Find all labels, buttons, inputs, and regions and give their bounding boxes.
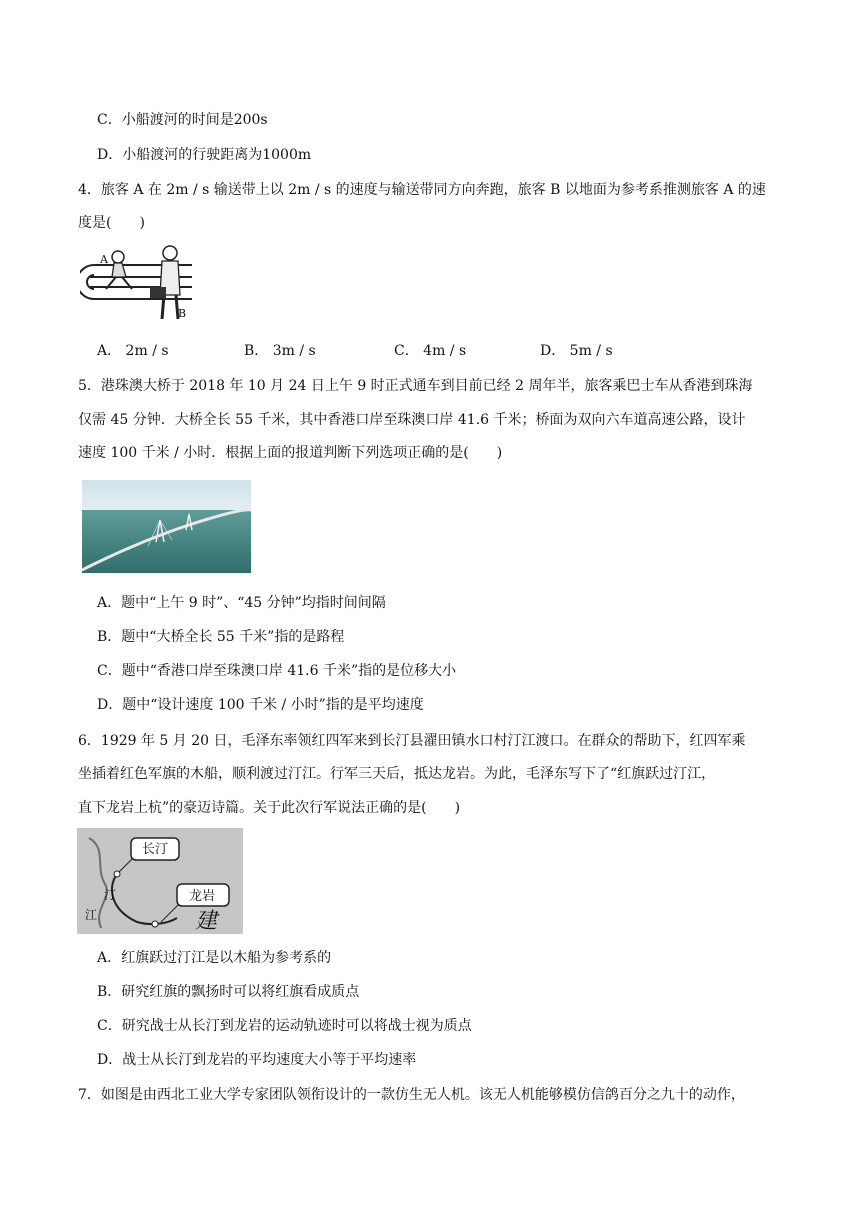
bridge-photo	[82, 480, 251, 573]
q4-stem-line1: 4．旅客 A 在 2m / s 输送带上以 2m / s 的速度与输送带同方向奔跑，旅客 B 以地面为参考系推测旅客 A 的速	[78, 182, 766, 198]
q4-option-d: D． 5m / s	[540, 343, 613, 359]
figure-label-a: A	[100, 253, 108, 266]
q5-stem-line1: 5．港珠澳大桥于 2018 年 10 月 24 日上午 9 时正式通车到目前已经 2 周年半，旅客乘巴士车从香港到珠海	[78, 378, 753, 394]
q5-stem-line2: 仅需 45 分钟．大桥全长 55 千米，其中香港口岸至珠澳口岸 41.6 千米；桥面为双向六车道高速公路，设计	[78, 412, 746, 428]
map-label-jiang: 江	[85, 908, 98, 922]
q5-stem-line3: 速度 100 千米 / 小时．根据上面的报道判断下列选项正确的是( )	[78, 445, 503, 461]
q6-option-c: C．研究战士从长汀到龙岩的运动轨迹时可以将战士视为质点	[97, 1018, 472, 1034]
q3-option-d: D．小船渡河的行驶距离为1000m	[97, 147, 312, 163]
q6-option-d: D．战士从长汀到龙岩的平均速度大小等于平均速率	[97, 1052, 417, 1068]
q6-option-b: B．研究红旗的飘扬时可以将红旗看成质点	[97, 984, 360, 1000]
q4-stem-line2: 度是( )	[78, 215, 145, 231]
q5-option-b: B．题中“大桥全长 55 千米”指的是路程	[97, 629, 345, 645]
q6-stem-line2: 坐插着红色军旗的木船，顺利渡过汀江。行军三天后，抵达龙岩。为此，毛泽东写下了“红旗跃过汀江，	[78, 766, 716, 782]
figure-label-b: B	[178, 307, 187, 320]
q6-option-a: A．红旗跃过汀江是以木船为参考系的	[97, 950, 332, 966]
route-map	[77, 828, 243, 934]
q4-option-a: A． 2m / s	[97, 343, 169, 359]
q4-option-b: B． 3m / s	[244, 343, 316, 359]
q6-stem-line1: 6．1929 年 5 月 20 日，毛泽东率领红四军来到长汀县濯田镇水口村汀江渡口。在群众的帮助下，红四军乘	[78, 733, 746, 749]
q4-option-c: C． 4m / s	[394, 343, 467, 359]
escalator-illustration	[80, 245, 198, 327]
q3-option-c: C．小船渡河的时间是200s	[97, 112, 268, 128]
map-label-longyan: 龙岩	[189, 889, 216, 904]
map-label-ting: 汀	[104, 888, 117, 902]
q5-option-a: A．题中“上午 9 时”、“45 分钟”均指时间间隔	[97, 595, 386, 611]
q5-option-c: C．题中“香港口岸至珠澳口岸 41.6 千米”指的是位移大小	[97, 663, 457, 679]
map-label-jian: 建	[195, 909, 218, 934]
map-label-changting: 长汀	[142, 842, 169, 857]
q5-option-d: D．题中“设计速度 100 千米 / 小时”指的是平均速度	[97, 697, 424, 713]
q4-options-row	[0, 341, 860, 361]
q6-stem-line3: 直下龙岩上杭”的豪迈诗篇。关于此次行军说法正确的是( )	[78, 800, 461, 816]
q7-stem-line1: 7．如图是由西北工业大学专家团队领衔设计的一款仿生无人机。该无人机能够模仿信鸽百分之九十的动作，	[78, 1087, 745, 1103]
